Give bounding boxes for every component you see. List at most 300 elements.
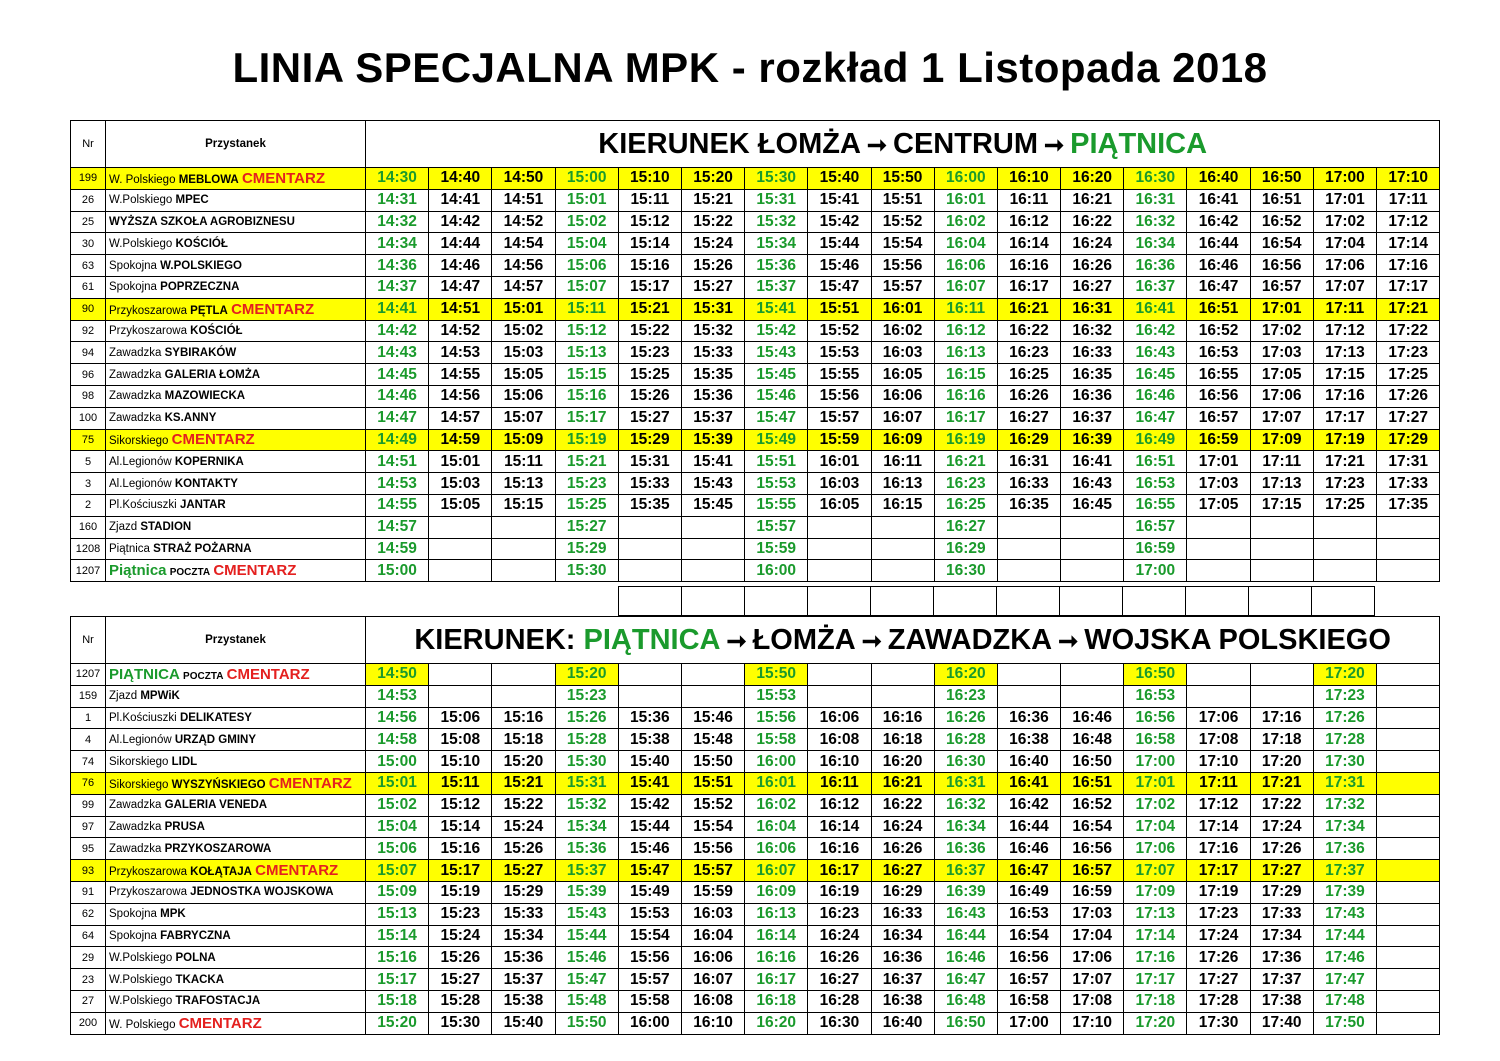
departure-time: 17:38 — [1250, 990, 1313, 1012]
departure-time: 16:48 — [1061, 729, 1124, 751]
departure-time: 17:25 — [1313, 494, 1376, 516]
empty-cell — [997, 685, 1060, 707]
table-row — [71, 494, 1440, 516]
departure-time: 16:40 — [1187, 168, 1250, 190]
stop-street: Przykoszarowa — [109, 886, 187, 899]
empty-cell — [492, 560, 555, 582]
departure-time: 17:11 — [1187, 772, 1250, 794]
stop-name — [106, 860, 366, 882]
stop-number: 97 — [71, 816, 106, 838]
direction-part-2: PIĄTNICA — [583, 623, 721, 656]
stop-place: KOŚCIÓŁ — [190, 324, 243, 337]
departure-time: 15:53 — [618, 903, 681, 925]
departure-time: 15:47 — [745, 407, 808, 429]
table-row — [71, 255, 1440, 277]
departure-time: 14:42 — [366, 320, 429, 342]
departure-time: 16:35 — [1061, 364, 1124, 386]
departure-time: 16:31 — [1061, 298, 1124, 320]
departure-time: 15:11 — [555, 298, 618, 320]
stop-place: WYŻSZA SZKOŁA AGROBIZNESU — [109, 215, 295, 228]
empty-cell — [1249, 587, 1312, 616]
departure-time: 15:23 — [618, 342, 681, 364]
empty-cell — [1313, 560, 1376, 582]
stop-name — [106, 364, 366, 386]
departure-time: 16:08 — [681, 990, 744, 1012]
stop-name — [106, 255, 366, 277]
departure-time: 15:13 — [492, 473, 555, 495]
empty-cell — [618, 560, 681, 582]
departure-time: 17:07 — [1124, 860, 1187, 882]
departure-time: 15:40 — [492, 1012, 555, 1034]
stop-town: Piątnica — [109, 562, 167, 580]
departure-time: 16:30 — [808, 1012, 871, 1034]
empty-cell — [681, 685, 744, 707]
departure-time: 16:03 — [871, 342, 934, 364]
stop-name — [106, 729, 366, 751]
empty-cell — [492, 538, 555, 560]
departure-time: 16:26 — [1061, 255, 1124, 277]
stop-name — [106, 751, 366, 773]
table-row — [71, 211, 1440, 233]
table-row — [71, 407, 1440, 429]
departure-time: 16:59 — [1061, 881, 1124, 903]
departure-time: 15:16 — [618, 255, 681, 277]
stop-name — [106, 473, 366, 495]
departure-time: 17:25 — [1377, 364, 1440, 386]
departure-time: 17:30 — [1313, 751, 1376, 773]
empty-cell — [618, 664, 681, 686]
departure-time: 16:56 — [1061, 838, 1124, 860]
departure-time: 15:57 — [681, 860, 744, 882]
departure-time: 15:53 — [745, 473, 808, 495]
departure-time: 15:39 — [555, 881, 618, 903]
departure-time: 17:26 — [1250, 838, 1313, 860]
departure-time: 17:07 — [1313, 276, 1376, 298]
empty-cell — [1061, 516, 1124, 538]
departure-time: 15:34 — [555, 816, 618, 838]
departure-time: 16:30 — [934, 751, 997, 773]
departure-time: 15:31 — [618, 451, 681, 473]
departure-time: 17:30 — [1187, 1012, 1250, 1034]
stop-street: Spokojna — [109, 259, 157, 272]
departure-time: 15:45 — [681, 494, 744, 516]
departure-time: 16:58 — [997, 990, 1060, 1012]
departure-time: 15:56 — [745, 707, 808, 729]
stop-street: Pl.Kościuszki — [109, 711, 177, 724]
stop-place: KOŁĄTAJA — [190, 866, 252, 879]
departure-time: 16:43 — [1124, 342, 1187, 364]
departure-time: 17:26 — [1187, 947, 1250, 969]
departure-time: 16:26 — [871, 838, 934, 860]
departure-time: 15:51 — [808, 298, 871, 320]
table-row — [71, 168, 1440, 190]
cemetery-label: CMENTARZ — [231, 300, 315, 318]
direction-part-5: WOJSKA POLSKIEGO — [1084, 623, 1391, 656]
departure-time: 16:04 — [745, 816, 808, 838]
departure-time: 15:46 — [618, 838, 681, 860]
empty-cell — [682, 587, 745, 616]
departure-time: 16:01 — [808, 451, 871, 473]
empty-cell — [681, 560, 744, 582]
empty-cell — [808, 587, 871, 616]
departure-time: 15:01 — [366, 772, 429, 794]
departure-time: 16:50 — [934, 1012, 997, 1034]
empty-cell — [1377, 1012, 1440, 1034]
departure-time: 15:56 — [618, 947, 681, 969]
departure-time: 15:34 — [492, 925, 555, 947]
departure-time: 15:31 — [681, 298, 744, 320]
departure-time: 15:38 — [492, 990, 555, 1012]
departure-time: 16:51 — [1124, 451, 1187, 473]
departure-time: 15:47 — [555, 969, 618, 991]
departure-time: 16:23 — [934, 685, 997, 707]
departure-time: 17:06 — [1250, 385, 1313, 407]
departure-time: 15:42 — [808, 211, 871, 233]
empty-cell — [1187, 685, 1250, 707]
departure-time: 14:30 — [366, 168, 429, 190]
departure-time: 16:23 — [934, 473, 997, 495]
departure-time: 16:45 — [1061, 494, 1124, 516]
stop-name — [106, 189, 366, 211]
departure-time: 16:29 — [871, 881, 934, 903]
stop-name — [106, 342, 366, 364]
departure-time: 14:46 — [366, 385, 429, 407]
stop-street: Spokojna — [109, 281, 157, 294]
departure-time: 15:07 — [366, 860, 429, 882]
departure-time: 16:37 — [1061, 407, 1124, 429]
departure-time: 17:21 — [1313, 451, 1376, 473]
departure-time: 15:52 — [681, 794, 744, 816]
departure-time: 15:21 — [492, 772, 555, 794]
departure-time: 17:33 — [1377, 473, 1440, 495]
cemetery-label: CMENTARZ — [241, 169, 325, 187]
departure-time: 15:44 — [618, 816, 681, 838]
departure-time: 15:51 — [681, 772, 744, 794]
empty-cell — [1377, 664, 1440, 686]
departure-time: 16:40 — [997, 751, 1060, 773]
stop-place: SYBIRAKÓW — [164, 346, 237, 359]
departure-time: 16:57 — [997, 969, 1060, 991]
departure-time: 15:27 — [681, 276, 744, 298]
departure-time: 15:16 — [429, 838, 492, 860]
departure-time: 15:22 — [492, 794, 555, 816]
stop-name — [106, 664, 366, 686]
departure-time: 15:24 — [681, 233, 744, 255]
direction-part-3: PIĄTNICA — [1070, 127, 1208, 160]
departure-time: 16:13 — [871, 473, 934, 495]
direction-part-2: CENTRUM — [893, 127, 1038, 160]
stop-place: JANTAR — [179, 499, 226, 512]
empty-cell — [1313, 516, 1376, 538]
departure-time: 15:32 — [555, 794, 618, 816]
stop-number: 1207 — [71, 560, 106, 582]
departure-time: 15:40 — [618, 751, 681, 773]
departure-time: 15:58 — [618, 990, 681, 1012]
departure-time: 15:08 — [429, 729, 492, 751]
departure-time: 15:59 — [745, 538, 808, 560]
departure-time: 15:09 — [366, 881, 429, 903]
departure-time: 16:37 — [934, 860, 997, 882]
departure-time: 16:41 — [997, 772, 1060, 794]
departure-time: 16:07 — [934, 276, 997, 298]
departure-time: 16:44 — [1187, 233, 1250, 255]
stop-header: Przystanek — [106, 121, 366, 168]
departure-time: 16:22 — [871, 794, 934, 816]
departure-time: 16:17 — [934, 407, 997, 429]
departure-time: 15:45 — [745, 364, 808, 386]
departure-time: 15:06 — [366, 838, 429, 860]
departure-time: 15:30 — [555, 751, 618, 773]
departure-time: 16:33 — [1061, 342, 1124, 364]
departure-time: 15:33 — [681, 342, 744, 364]
departure-time: 16:24 — [1061, 233, 1124, 255]
departure-time: 16:22 — [1061, 211, 1124, 233]
departure-time: 16:01 — [934, 189, 997, 211]
departure-time: 14:56 — [366, 707, 429, 729]
stop-number: 3 — [71, 473, 106, 495]
departure-time: 17:17 — [1313, 407, 1376, 429]
departure-time: 16:46 — [1124, 385, 1187, 407]
departure-time: 16:56 — [997, 947, 1060, 969]
departure-time: 15:37 — [492, 969, 555, 991]
departure-time: 16:49 — [1124, 429, 1187, 451]
departure-time: 17:13 — [1313, 342, 1376, 364]
departure-time: 16:45 — [1124, 364, 1187, 386]
departure-time: 16:43 — [934, 903, 997, 925]
departure-time: 14:52 — [492, 211, 555, 233]
departure-time: 15:53 — [808, 342, 871, 364]
departure-time: 15:21 — [618, 298, 681, 320]
departure-time: 16:44 — [997, 816, 1060, 838]
empty-cell — [997, 664, 1060, 686]
departure-time: 17:12 — [1313, 320, 1376, 342]
departure-time: 14:51 — [429, 298, 492, 320]
departure-time: 16:37 — [1124, 276, 1187, 298]
stop-number: 1207 — [71, 664, 106, 686]
stop-number: 94 — [71, 342, 106, 364]
departure-time: 15:36 — [555, 838, 618, 860]
departure-time: 15:41 — [808, 189, 871, 211]
stop-street: Zawadzka — [109, 412, 162, 425]
departure-time: 15:18 — [366, 990, 429, 1012]
departure-time: 15:19 — [429, 881, 492, 903]
table-row — [71, 838, 1440, 860]
departure-time: 16:53 — [1124, 473, 1187, 495]
departure-time: 15:44 — [555, 925, 618, 947]
departure-time: 16:36 — [1124, 255, 1187, 277]
departure-time: 14:43 — [366, 342, 429, 364]
stop-place: POCZTA — [169, 567, 211, 579]
departure-time: 15:46 — [808, 255, 871, 277]
departure-time: 15:33 — [618, 473, 681, 495]
stop-town: PIĄTNICA — [109, 665, 180, 683]
departure-time: 16:53 — [997, 903, 1060, 925]
stop-number: 61 — [71, 276, 106, 298]
departure-time: 15:56 — [808, 385, 871, 407]
departure-time: 16:46 — [997, 838, 1060, 860]
departure-time: 16:57 — [1250, 276, 1313, 298]
departure-time: 16:05 — [871, 364, 934, 386]
departure-time: 15:02 — [555, 211, 618, 233]
stop-name — [106, 168, 366, 190]
departure-time: 17:17 — [1187, 860, 1250, 882]
departure-time: 15:48 — [681, 729, 744, 751]
cemetery-label: CMENTARZ — [255, 862, 339, 880]
departure-time: 17:32 — [1313, 794, 1376, 816]
stop-street: Sikorskiego — [109, 435, 169, 448]
departure-time: 14:51 — [492, 189, 555, 211]
empty-cell — [429, 664, 492, 686]
departure-time: 17:10 — [1377, 168, 1440, 190]
departure-time: 16:06 — [745, 838, 808, 860]
stop-street: Zawadzka — [109, 390, 162, 403]
stop-number: 90 — [71, 298, 106, 320]
departure-time: 16:16 — [934, 385, 997, 407]
departure-time: 14:49 — [366, 429, 429, 451]
departure-time: 16:27 — [808, 969, 871, 991]
departure-time: 15:57 — [871, 276, 934, 298]
departure-time: 15:46 — [681, 707, 744, 729]
stop-place: FABRYCZNA — [160, 929, 231, 942]
departure-time: 17:01 — [1313, 189, 1376, 211]
departure-time: 16:20 — [871, 751, 934, 773]
departure-time: 15:27 — [429, 969, 492, 991]
empty-cell — [1377, 707, 1440, 729]
departure-time: 17:08 — [1187, 729, 1250, 751]
stop-number: 199 — [71, 168, 106, 190]
departure-time: 16:16 — [808, 838, 871, 860]
stop-name — [106, 772, 366, 794]
departure-time: 16:32 — [1124, 211, 1187, 233]
departure-time: 17:13 — [1250, 473, 1313, 495]
departure-time: 16:42 — [997, 794, 1060, 816]
departure-time: 16:51 — [1250, 189, 1313, 211]
departure-time: 16:09 — [871, 429, 934, 451]
stop-name — [106, 707, 366, 729]
departure-time: 14:41 — [366, 298, 429, 320]
departure-time: 15:14 — [618, 233, 681, 255]
departure-time: 15:10 — [429, 751, 492, 773]
departure-time: 17:01 — [1124, 772, 1187, 794]
empty-cell — [1250, 685, 1313, 707]
timetable-direction-piatnica — [70, 120, 1440, 582]
stop-name — [106, 816, 366, 838]
stop-name — [106, 320, 366, 342]
stop-place: PRZYKOSZAROWA — [164, 842, 272, 855]
departure-time: 17:24 — [1187, 925, 1250, 947]
table-row — [71, 298, 1440, 320]
departure-time: 16:21 — [1061, 189, 1124, 211]
departure-time: 16:30 — [934, 560, 997, 582]
departure-time: 15:16 — [366, 947, 429, 969]
departure-time: 15:18 — [492, 729, 555, 751]
departure-time: 17:46 — [1313, 947, 1376, 969]
departure-time: 15:19 — [555, 429, 618, 451]
departure-time: 16:31 — [1124, 189, 1187, 211]
stop-number: 96 — [71, 364, 106, 386]
departure-time: 14:44 — [429, 233, 492, 255]
stop-street: Sikorskiego — [109, 755, 169, 768]
table-row — [71, 516, 1440, 538]
table-row — [71, 772, 1440, 794]
departure-time: 16:10 — [808, 751, 871, 773]
departure-time: 16:29 — [934, 538, 997, 560]
departure-time: 16:21 — [871, 772, 934, 794]
stop-place: JEDNOSTKA WOJSKOWA — [190, 886, 334, 899]
stop-street: Zawadzka — [109, 842, 162, 855]
departure-time: 16:00 — [618, 1012, 681, 1034]
departure-time: 16:28 — [934, 729, 997, 751]
empty-cell — [1377, 751, 1440, 773]
empty-cell — [997, 538, 1060, 560]
departure-time: 16:13 — [745, 903, 808, 925]
departure-time: 14:58 — [366, 729, 429, 751]
departure-time: 16:31 — [997, 451, 1060, 473]
departure-time: 17:06 — [1313, 255, 1376, 277]
departure-time: 16:13 — [934, 342, 997, 364]
departure-time: 14:40 — [429, 168, 492, 190]
departure-time: 15:56 — [681, 838, 744, 860]
departure-time: 15:01 — [429, 451, 492, 473]
departure-time: 14:59 — [366, 538, 429, 560]
departure-time: 17:16 — [1250, 707, 1313, 729]
empty-cell — [1377, 794, 1440, 816]
departure-time: 15:54 — [618, 925, 681, 947]
empty-cell — [681, 538, 744, 560]
direction-part-4: ZAWADZKA — [887, 623, 1053, 656]
departure-time: 14:55 — [429, 364, 492, 386]
departure-time: 16:07 — [871, 407, 934, 429]
departure-time: 15:43 — [745, 342, 808, 364]
departure-time: 17:07 — [1250, 407, 1313, 429]
departure-time: 17:17 — [1377, 276, 1440, 298]
stop-street: Zawadzka — [109, 820, 162, 833]
departure-time: 16:11 — [934, 298, 997, 320]
departure-time: 16:07 — [681, 969, 744, 991]
departure-time: 16:00 — [745, 560, 808, 582]
empty-cell — [1250, 538, 1313, 560]
departure-time: 15:15 — [555, 364, 618, 386]
arrow-right-icon: ➞ — [726, 627, 747, 655]
departure-time: 15:50 — [871, 168, 934, 190]
cemetery-label: CMENTARZ — [171, 431, 255, 449]
departure-time: 15:22 — [681, 211, 744, 233]
departure-time: 17:07 — [1061, 969, 1124, 991]
departure-time: 16:15 — [871, 494, 934, 516]
departure-time: 17:34 — [1313, 816, 1376, 838]
departure-time: 17:19 — [1187, 881, 1250, 903]
departure-time: 17:06 — [1124, 838, 1187, 860]
timetable-direction-wojska-polskiego — [70, 616, 1440, 1035]
empty-cell — [808, 538, 871, 560]
departure-time: 17:20 — [1313, 664, 1376, 686]
stop-name — [106, 276, 366, 298]
departure-time: 17:28 — [1187, 990, 1250, 1012]
departure-time: 15:47 — [808, 276, 871, 298]
stop-place: GALERIA VENEDA — [164, 799, 268, 812]
departure-time: 17:20 — [1124, 1012, 1187, 1034]
departure-time: 14:45 — [366, 364, 429, 386]
empty-cell — [934, 587, 997, 616]
arrow-right-icon: ➞ — [861, 627, 882, 655]
departure-time: 15:25 — [555, 494, 618, 516]
stop-number: 30 — [71, 233, 106, 255]
departure-time: 15:26 — [429, 947, 492, 969]
departure-time: 15:12 — [429, 794, 492, 816]
table-row — [71, 990, 1440, 1012]
departure-time: 14:50 — [492, 168, 555, 190]
departure-time: 16:25 — [997, 364, 1060, 386]
